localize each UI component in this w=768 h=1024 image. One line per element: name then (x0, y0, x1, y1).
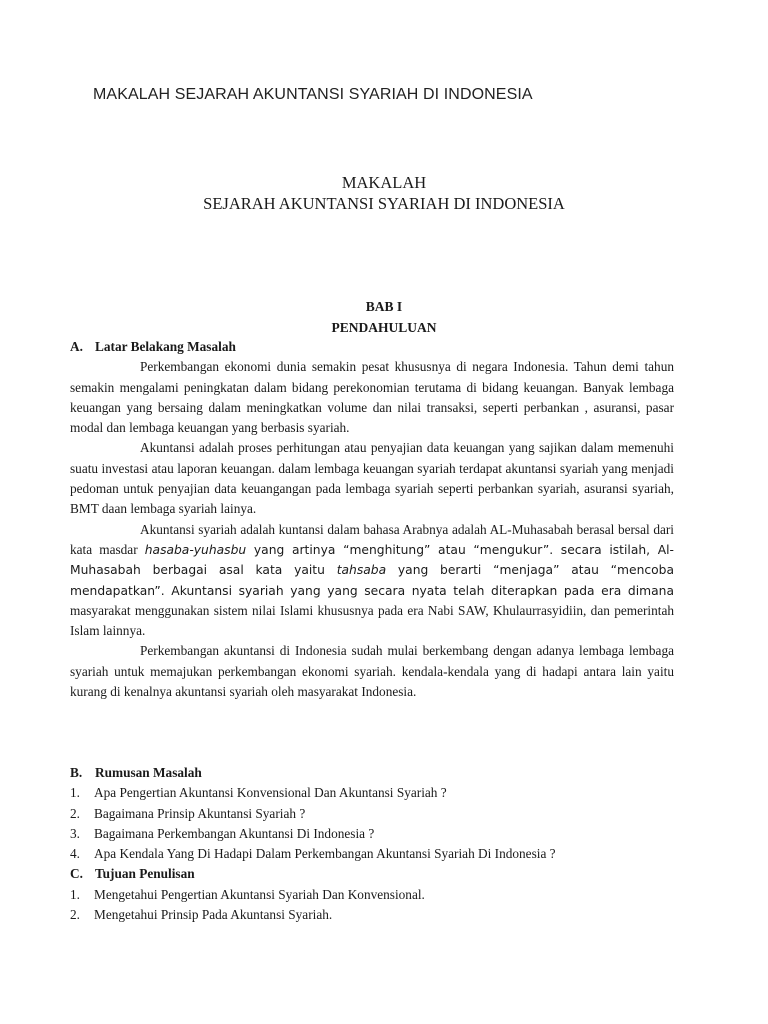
section-a (70, 337, 674, 702)
paragraph-3-text-2: yang artinya “menghitung” atau “mengukur” (246, 542, 550, 557)
list-item (70, 783, 690, 803)
list-item-number: 2. (70, 907, 80, 923)
list-item-text: Bagaimana Perkembangan Akuntansi Di Indonesia ? (94, 825, 375, 841)
list-item (70, 844, 690, 864)
paragraph-2: Akuntansi adalah proses perhitungan atau penyajian data keuangan yang sajikan dalam memenuhi suatu investasi atau laporan keuangan. dalam lembaga keuangan syariah terdapat akuntansi syariah yang menjadi pedoman untuk penyajian data keuangangan pada lembaga syariah seperti perbankan syariah, asuransi syariah, BMT daan lembaga syariah lainya. (70, 440, 674, 517)
list-item (70, 905, 690, 925)
section-a-letter: A. (70, 339, 83, 354)
paragraph-1: Perkembangan ekonomi dunia semakin pesat khususnya di negara Indonesia. Tahun demi tahun semakin mengalami peningkatan dalam bidang perekonomian terutama di bidang keuangan. Banyak lembaga keuangan yang bersaing dalam meningkatkan volume dan nilai transaksi, seperti perbankan , asuransi, pasar modal dan lembaga keuangan yang berbasis syariah. (70, 359, 674, 436)
section-c-title: Tujuan Penulisan (95, 866, 195, 882)
chapter-name: PENDAHULUAN (331, 320, 437, 335)
list-item-number: 3. (70, 825, 80, 841)
paragraph-3-text-4: yang berarti “menjaga” atau “mencoba mendapatkan” (70, 563, 674, 598)
chapter-heading (0, 296, 768, 338)
list-item (70, 824, 690, 844)
section-b-letter: B. (70, 765, 83, 780)
paragraph-4: Perkembangan akuntansi di Indonesia sudah mulai berkembang dengan adanya lembaga lembaga syariah untuk memajukan perkembangan ekonomi syariah. kendala-kendala yang di hadapi antara lain yaitu kurang di kenalnya akuntansi syariah oleh masyarakat Indonesia. (70, 643, 674, 700)
chapter-number: BAB I (365, 299, 403, 314)
list-item-number: 1. (70, 785, 80, 801)
section-a-heading (70, 337, 674, 357)
title-line-2: SEJARAH AKUNTANSI SYARIAH DI INDONESIA (203, 194, 565, 213)
title-block (0, 172, 768, 214)
list-item-number: 4. (70, 846, 80, 862)
list-item-text: Mengetahui Prinsip Pada Akuntansi Syariah. (94, 907, 333, 923)
list-item (70, 804, 690, 824)
list-item-text: Apa Pengertian Akuntansi Konvensional Dan Akuntansi Syariah ? (94, 785, 447, 801)
list-item-text: Mengetahui Pengertian Akuntansi Syariah Dan Konvensional. (94, 886, 425, 902)
list-item-number: 2. (70, 805, 80, 821)
paragraph-3-text-1: Akuntansi syariah adalah kuntansi dalam bahasa Arabnya adalah AL-Muhasabah berasal bersal dari kata masdar (70, 521, 674, 557)
paragraph-3-text-6: masyarakat menggunakan sistem nilai Islami khususnya pada era Nabi SAW, Khulaurrasyidiin, dan pemerintah Islam lainnya. (70, 602, 674, 639)
paragraph-3 (70, 520, 674, 642)
section-b-heading (70, 763, 690, 783)
paragraph-3-text-5: . Akuntansi syariah yang yang secara nyata telah diterapkan pada era dimana (160, 583, 674, 598)
title-line-1: MAKALAH (341, 173, 427, 192)
list-item (70, 885, 690, 905)
list-item-text: Bagaimana Prinsip Akuntansi Syariah ? (94, 805, 306, 821)
section-c-letter: C. (70, 866, 83, 882)
paragraph-3-text-3: . secara istilah, Al-Muhasabah berbagai asal kata yaitu (70, 542, 674, 578)
section-b-title: Rumusan Masalah (95, 765, 202, 780)
section-a-title: Latar Belakang Masalah (95, 339, 236, 354)
sections-b-c (70, 763, 690, 925)
document-header-title: MAKALAH SEJARAH AKUNTANSI SYARIAH DI INDONESIA (93, 86, 533, 103)
list-item-text: Apa Kendala Yang Di Hadapi Dalam Perkembangan Akuntansi Syariah Di Indonesia ? (94, 846, 556, 862)
paragraph-3-term-2: tahsaba (336, 563, 387, 578)
list-item-number: 1. (70, 886, 80, 902)
section-c-heading (70, 864, 690, 884)
paragraph-3-term-1: hasaba-yuhasbu (144, 542, 247, 557)
